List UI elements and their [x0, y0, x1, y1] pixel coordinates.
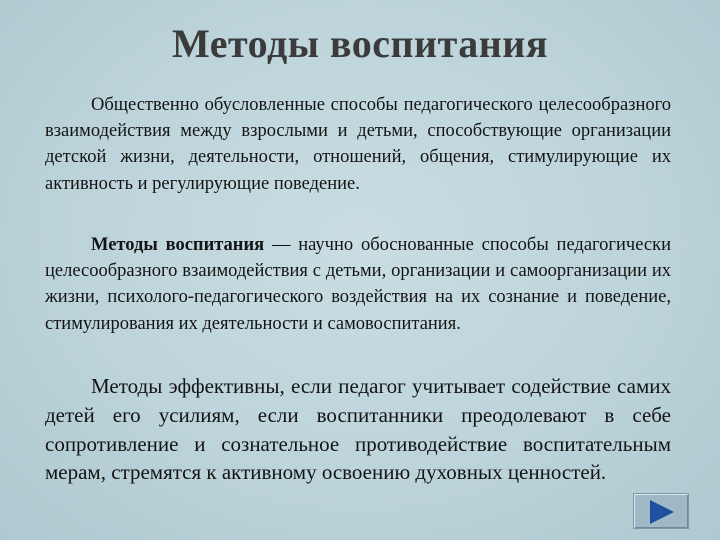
definition-paragraph: Общественно обусловленные способы педагогического целесообразного взаимодействия между взрослыми и детьми, способствующие организации детской жизни, деятельности, отношений, общения, стимулирующие их активность и регулирующие поведение. [45, 95, 671, 194]
methods-definition-paragraph [45, 232, 671, 337]
methods-term: Методы воспитания [91, 235, 265, 255]
play-right-icon [648, 498, 676, 526]
next-slide-button[interactable] [633, 493, 689, 529]
effectiveness-paragraph: Методы эффективны, если педагог учитывает содействие самих детей его усилиям, если воспитанники преодолевают в себе сопротивление и сознательное противодействие воспитательным мерам, стремятся к активному освоению духовных ценностей. [45, 374, 671, 485]
slide-title: Методы воспитания [172, 21, 548, 66]
methods-definition-text: — научно обоснованные способы педагогически целесообразного взаимодействия с детьми, организации и самоорганизации их жизни, психолого-педагогического воздействия на их сознание и поведение, стимулирования их деятельности и самовоспитания. [45, 235, 671, 334]
